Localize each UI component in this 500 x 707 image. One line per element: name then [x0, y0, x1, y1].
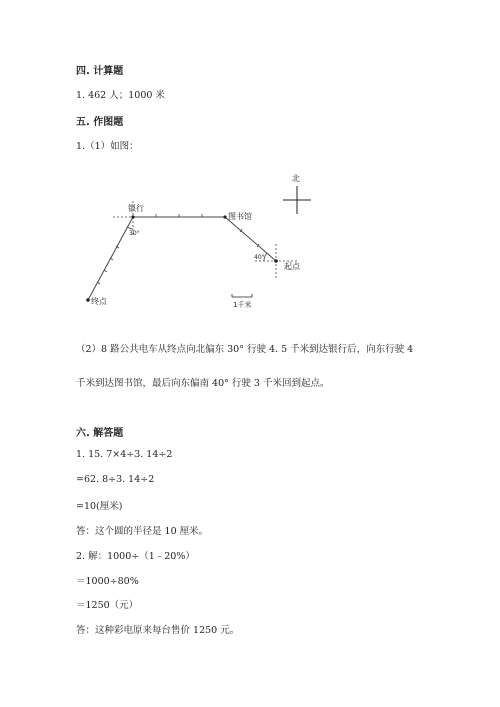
section4-answer: 1. 462 人；1000 米 [76, 90, 165, 101]
scale-bar [232, 294, 252, 297]
scale-label: 1千米 [233, 301, 252, 309]
answer-line-6: ＝1000÷80% [76, 576, 139, 587]
answer-line-8: 答：这种彩电原来每台售价 1250 元。 [76, 625, 240, 636]
library-point [223, 215, 226, 218]
answer-line-3: =10(厘米) [76, 501, 123, 512]
section4-heading: 四. 计算题 [76, 66, 124, 77]
route-ticks [97, 214, 259, 284]
q1-part2-line2: 千米到达图书馆，最后向东偏南 40° 行驶 3 千米回到起点。 [76, 378, 330, 389]
q1-intro: 1.（1）如图： [76, 141, 139, 152]
compass-rose [283, 186, 311, 214]
library-label: 图书馆 [228, 212, 252, 221]
answer-line-5: 2. 解：1000÷（1﹣20%） [76, 551, 195, 562]
answer-line-2: =62. 8÷3. 14÷2 [76, 474, 155, 485]
answer-line-4: 答：这个圆的半径是 10 厘米。 [76, 526, 209, 537]
start-point [274, 259, 278, 263]
answer-line-1: 1. 15. 7×4÷3. 14÷2 [76, 449, 173, 460]
angle-label-start: 40° [254, 254, 265, 261]
terminus-label: 终点 [91, 297, 107, 306]
bank-label: 银行 [128, 204, 144, 213]
q1-part2-line1: （2）8 路公共电车从终点向北偏东 30° 行驶 4. 5 千米到达银行后，向东行驶 4 [76, 344, 414, 355]
route-diagram [0, 160, 500, 320]
north-label: 北 [292, 174, 300, 183]
route-path [88, 217, 276, 300]
bank-point [131, 215, 134, 218]
angle-arc-bank [127, 227, 133, 229]
terminus-point [86, 298, 90, 302]
section5-heading: 五. 作图题 [76, 117, 124, 128]
angle-label-bank: 30° [129, 230, 140, 237]
section6-heading: 六. 解答题 [76, 428, 124, 439]
answer-line-7: ＝1250（元） [76, 600, 139, 611]
start-label: 起点 [284, 262, 300, 271]
